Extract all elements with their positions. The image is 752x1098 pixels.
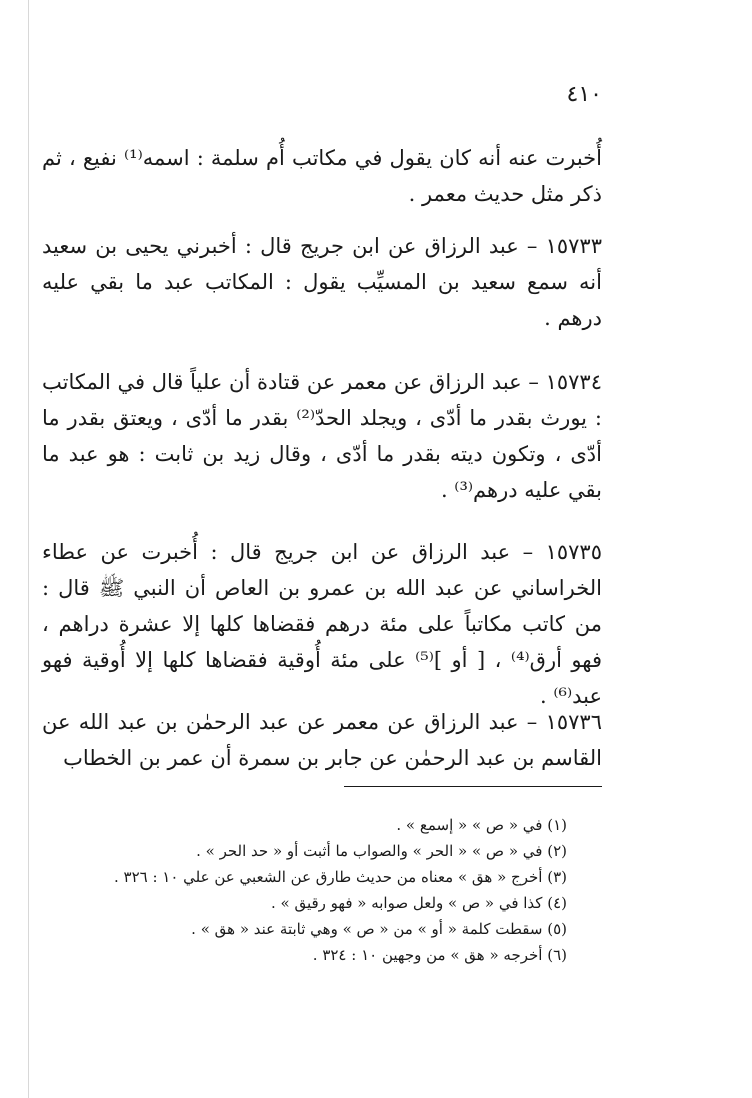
hadith-15733 bbox=[42, 228, 602, 336]
footnote-5: (٥) سقطت كلمة « أو » من « ص » وهي ثابتة عند « هق » . bbox=[191, 920, 567, 938]
paragraph-text: ١٥٧٣٤ – عبد الرزاق عن معمر عن قتادة أن علياً قال في المكاتب : يورث بقدر ما أدّى ، ويجلد الحدّ⁽²⁾ بقدر ما أدّى ، ويعتق بقدر ما أدّى ، وتكون ديته بقدر ما أدّى ، وقال زيد بن ثابت : هو عبد ما بقي عليه درهم⁽³⁾ . bbox=[42, 370, 602, 502]
page-number: ٤١٠ bbox=[566, 82, 602, 107]
paragraph-continuation bbox=[42, 140, 602, 212]
footnote-2: (٢) في « ص » « الحر » والصواب ما أثبت أو « حد الحر » . bbox=[196, 842, 567, 860]
paragraph-text: ١٥٧٣٣ – عبد الرزاق عن ابن جريج قال : أخبرني يحيى بن سعيد أنه سمع سعيد بن المسيِّب يقول : المكاتب عبد ما بقي عليه درهم . bbox=[42, 234, 602, 330]
paragraph-text: ١٥٧٣٦ – عبد الرزاق عن معمر عن عبد الرحمٰن بن عبد الله عن القاسم بن عبد الرحمٰن عن جابر بن سمرة أن عمر بن الخطاب bbox=[42, 710, 602, 770]
paragraph-text: ١٥٧٣٥ – عبد الرزاق عن ابن جريج قال : أُخبرت عن عطاء الخراساني عن عبد الله بن عمرو بن العاص أن النبي ﷺ قال : من كاتب مكاتباً على مئة درهم فقضاها كلها إلا عشرة دراهم ، فهو أرق⁽⁴⁾ ، [ أو ]⁽⁵⁾ على مئة أُوقية فقضاها كلها إلا أُوقية فهو عبد⁽⁶⁾ . bbox=[42, 540, 602, 708]
hadith-15736 bbox=[42, 704, 602, 776]
footnote-3: (٣) أخرج « هق » معناه من حديث طارق عن الشعبي عن علي ١٠ : ٣٢٦ . bbox=[113, 868, 567, 886]
footnote-6: (٦) أخرجه « هق » من وجهين ١٠ : ٣٢٤ . bbox=[312, 946, 567, 964]
paragraph-text: أُخبرت عنه أنه كان يقول في مكاتب أُم سلمة : اسمه⁽¹⁾ نفيع ، ثم ذكر مثل حديث معمر . bbox=[42, 146, 602, 206]
footnote-4: (٤) كذا في « ص » ولعل صوابه « فهو رقيق » . bbox=[270, 894, 567, 912]
footnotes bbox=[97, 812, 567, 968]
footnote-1: (١) في « ص » « إسمع » . bbox=[396, 816, 567, 834]
hadith-15735 bbox=[42, 534, 602, 714]
footnote-divider bbox=[344, 786, 602, 787]
hadith-15734 bbox=[42, 364, 602, 508]
page-margin-line bbox=[28, 0, 29, 1098]
